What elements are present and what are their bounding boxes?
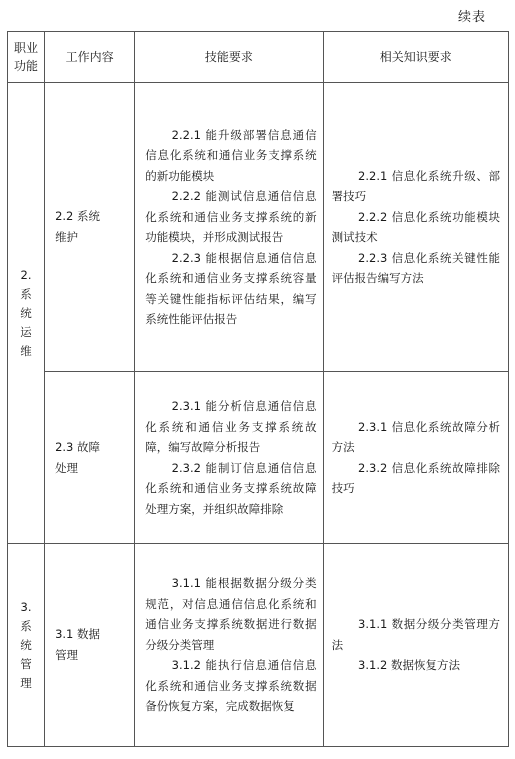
knowledge-item: 2.3.2 信息化系统故障排除技巧 (331, 460, 500, 495)
knowledge-cell (323, 372, 508, 544)
continued-table-label: 续表 (458, 10, 487, 25)
knowledge-item: 2.3.1 信息化系统故障分析方法 (331, 419, 500, 454)
occupational-skills-table (7, 31, 509, 747)
skill-item: 2.3.2 能制订信息通信信息化系统和通信业务支撑系统故障处理方案，并组织故障排除 (145, 460, 317, 516)
function-name: 系统管理 (20, 618, 32, 690)
function-number: 2. (20, 267, 32, 282)
knowledge-item: 2.2.2 信息化系统功能模块测试技术 (331, 209, 500, 244)
header-work-content: 工作内容 (45, 32, 135, 83)
skill-item: 2.2.1 能升级部署信息通信信息化系统和通信业务支撑系统的新功能模块 (145, 127, 317, 183)
header-function: 职业功能 (8, 32, 45, 83)
work-name: 维护 (55, 230, 79, 244)
skills-cell (135, 83, 323, 372)
table-header-row (8, 32, 509, 83)
work-name: 管理 (55, 648, 79, 662)
skill-item: 3.1.1 能根据数据分级分类规范，对信息通信信息化系统和通信业务支撑系统数据进行数据分级分类管理 (145, 576, 317, 652)
work-content-cell (45, 372, 135, 544)
work-content-cell (45, 544, 135, 747)
knowledge-item: 2.2.1 信息化系统升级、部署技巧 (331, 168, 500, 203)
table-row (8, 544, 509, 747)
function-name: 系统运维 (20, 286, 32, 358)
function-cell (8, 544, 45, 747)
work-content-cell (45, 83, 135, 372)
knowledge-item: 3.1.1 数据分级分类管理方法 (331, 617, 500, 652)
skill-item: 3.1.2 能执行信息通信信息化系统和通信业务支撑系统数据备份恢复方案，完成数据恢复 (145, 658, 317, 714)
work-number: 2.2 系统 (55, 209, 101, 223)
knowledge-cell (323, 544, 508, 747)
skills-cell (135, 372, 323, 544)
function-cell (8, 83, 45, 544)
knowledge-item: 2.2.3 信息化系统关键性能评估报告编写方法 (331, 250, 500, 285)
header-knowledge: 相关知识要求 (323, 32, 508, 83)
function-number: 3. (20, 599, 32, 614)
table-row (8, 83, 509, 372)
header-skills: 技能要求 (135, 32, 323, 83)
skill-item: 2.2.3 能根据信息通信信息化系统和通信业务支撑系统容量等关键性能指标评估结果，编写系统性能评估报告 (145, 250, 317, 326)
table-row (8, 372, 509, 544)
skill-item: 2.3.1 能分析信息通信信息化系统和通信业务支撑系统故障，编写故障分析报告 (145, 399, 317, 454)
skill-item: 2.2.2 能测试信息通信信息化系统和通信业务支撑系统的新功能模块，并形成测试报告 (145, 189, 317, 244)
work-number: 3.1 数据 (55, 627, 101, 641)
knowledge-cell (323, 83, 508, 372)
skills-cell (135, 544, 323, 747)
work-name: 处理 (55, 460, 79, 475)
work-number: 2.3 故障 (55, 439, 101, 454)
knowledge-item: 3.1.2 数据恢复方法 (358, 658, 460, 673)
